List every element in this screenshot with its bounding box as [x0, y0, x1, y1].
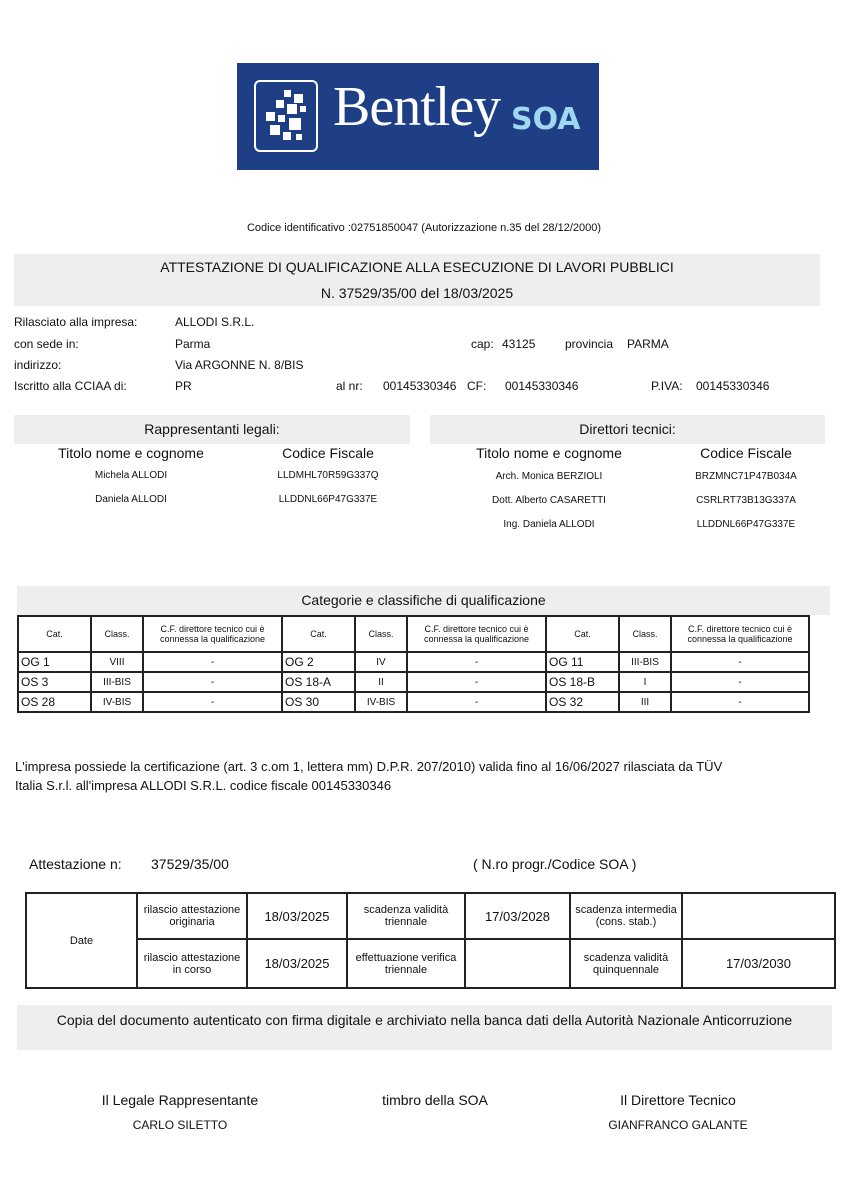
- scadenza-quinquennale-label: scadenza validità quinquennale: [570, 939, 682, 988]
- cf-cell: -: [671, 692, 809, 712]
- legali-title: Rappresentanti legali:: [14, 415, 410, 444]
- header-cf-direttore: C.F. direttore tecnico cui è connessa la qualificazione: [407, 616, 546, 652]
- legale-name: CARLO SILETTO: [132, 1118, 228, 1132]
- class-cell: VIII: [91, 652, 143, 672]
- date-label: Date: [26, 893, 137, 988]
- header-class: Class.: [355, 616, 407, 652]
- direttori-name-2: Dott. Alberto CASARETTI: [492, 495, 606, 506]
- verifica-triennale-label: effettuazione verifica triennale: [347, 939, 465, 988]
- direttori-col-name: Titolo nome e cognome: [476, 445, 622, 461]
- attestazione-label: Attestazione n:: [29, 856, 122, 872]
- rilasciato-value: ALLODI S.R.L.: [175, 315, 255, 329]
- direttori-cf-1: BRZMNC71P47B034A: [695, 471, 797, 482]
- class-cell: III: [619, 692, 671, 712]
- certificazione-line-2: Italia S.r.l. all'impresa ALLODI S.R.L. codice fiscale 00145330346: [15, 778, 392, 793]
- logo-mark-icon: [254, 80, 318, 152]
- table-row: [18, 692, 809, 712]
- title-bar: [14, 254, 820, 306]
- categorie-header-row: [18, 616, 809, 652]
- legali-cf-2: LLDDNL66P47G337E: [278, 494, 378, 505]
- cat-cell: OS 30: [282, 692, 355, 712]
- rilascio-in-corso-label: rilascio attestazione in corso: [137, 939, 247, 988]
- cat-cell: OG 11: [546, 652, 619, 672]
- attestazione-note: ( N.ro progr./Codice SOA ): [473, 856, 637, 872]
- cat-cell: OG 2: [282, 652, 355, 672]
- indirizzo-label: indirizzo:: [14, 358, 62, 372]
- direttori-title: Direttori tecnici:: [430, 415, 825, 444]
- cciaa-label: Iscritto alla CCIAA di:: [14, 379, 127, 393]
- legali-name-1: Michela ALLODI: [94, 470, 168, 481]
- categorie-table: [17, 615, 810, 713]
- header-cf-direttore: C.F. direttore tecnico cui è connessa la qualificazione: [671, 616, 809, 652]
- legali-col-name: Titolo nome e cognome: [58, 445, 204, 461]
- cap-label: cap:: [471, 337, 494, 351]
- alnr-value: 00145330346: [383, 379, 457, 393]
- cat-cell: OS 32: [546, 692, 619, 712]
- code-line: Codice identificativo :02751850047 (Autorizzazione n.35 del 28/12/2000): [246, 222, 602, 234]
- cf-cell: -: [407, 672, 546, 692]
- class-cell: IV-BIS: [355, 692, 407, 712]
- rilasciato-label: Rilasciato alla impresa:: [14, 315, 138, 329]
- bentley-soa-logo: [237, 63, 599, 170]
- categorie-title: Categorie e classifiche di qualificazione: [17, 586, 830, 615]
- document-number: N. 37529/35/00 del 18/03/2025: [320, 285, 514, 301]
- scadenza-triennale-value: 17/03/2028: [465, 893, 570, 939]
- scadenza-intermedia-value: [682, 893, 835, 939]
- dates-row-2: [26, 939, 835, 988]
- legali-col-cf: Codice Fiscale: [282, 445, 374, 461]
- header-cf-direttore: C.F. direttore tecnico cui è connessa la qualificazione: [143, 616, 282, 652]
- piva-label: P.IVA:: [651, 379, 683, 393]
- direttore-name: GIANFRANCO GALANTE: [608, 1118, 748, 1132]
- scadenza-intermedia-label: scadenza intermedia (cons. stab.): [570, 893, 682, 939]
- header-cat: Cat.: [546, 616, 619, 652]
- direttore-title: Il Direttore Tecnico: [620, 1092, 736, 1108]
- cat-cell: OS 18-B: [546, 672, 619, 692]
- header-class: Class.: [619, 616, 671, 652]
- timbro-soa: timbro della SOA: [382, 1092, 488, 1108]
- direttori-cf-3: LLDDNL66P47G337E: [696, 519, 796, 530]
- alnr-label: al nr:: [336, 379, 363, 393]
- provincia-value: PARMA: [627, 337, 669, 351]
- direttori-cf-2: CSRLRT73B13G337A: [696, 495, 796, 506]
- logo-suffix: SOA: [511, 102, 581, 137]
- legali-name-2: Daniela ALLODI: [95, 494, 167, 505]
- sede-label: con sede in:: [14, 337, 79, 351]
- dates-row-1: [26, 893, 835, 939]
- class-cell: III-BIS: [619, 652, 671, 672]
- cat-cell: OS 3: [18, 672, 91, 692]
- cf-label: CF:: [467, 379, 487, 393]
- piva-value: 00145330346: [696, 379, 770, 393]
- direttori-name-3: Ing. Daniela ALLODI: [503, 519, 595, 530]
- dates-table: [25, 892, 836, 989]
- document-title: ATTESTAZIONE DI QUALIFICAZIONE ALLA ESECUZIONE DI LAVORI PUBBLICI: [160, 259, 674, 275]
- header-cat: Cat.: [18, 616, 91, 652]
- legali-cf-1: LLDMHL70R59G337Q: [277, 470, 379, 481]
- class-cell: IV-BIS: [91, 692, 143, 712]
- direttori-name-1: Arch. Monica BERZIOLI: [495, 471, 603, 482]
- cat-cell: OS 18-A: [282, 672, 355, 692]
- sede-value: Parma: [175, 337, 211, 351]
- logo-name: Bentley: [333, 76, 501, 138]
- class-cell: III-BIS: [91, 672, 143, 692]
- cf-cell: -: [671, 652, 809, 672]
- verifica-triennale-value: [465, 939, 570, 988]
- table-row: [18, 652, 809, 672]
- legale-title: Il Legale Rappresentante: [101, 1092, 259, 1108]
- indirizzo-value: Via ARGONNE N. 8/BIS: [175, 358, 304, 372]
- cf-cell: -: [143, 692, 282, 712]
- attestazione-value: 37529/35/00: [151, 856, 229, 872]
- table-row: [18, 672, 809, 692]
- provincia-label: provincia: [565, 337, 614, 351]
- certificazione-line-1: L'impresa possiede la certificazione (art. 3 c.om 1, lettera mm) D.P.R. 207/2010) valida fino al 16/06/2027 rilasciata da TÜV: [15, 759, 723, 774]
- class-cell: I: [619, 672, 671, 692]
- header-class: Class.: [91, 616, 143, 652]
- header-cat: Cat.: [282, 616, 355, 652]
- cf-cell: -: [143, 652, 282, 672]
- rilascio-originaria-label: rilascio attestazione originaria: [137, 893, 247, 939]
- cf-value: 00145330346: [505, 379, 579, 393]
- cf-cell: -: [671, 672, 809, 692]
- cf-cell: -: [407, 692, 546, 712]
- cat-cell: OG 1: [18, 652, 91, 672]
- cap-value: 43125: [502, 337, 536, 351]
- cf-cell: -: [407, 652, 546, 672]
- cat-cell: OS 28: [18, 692, 91, 712]
- class-cell: II: [355, 672, 407, 692]
- direttori-col-cf: Codice Fiscale: [700, 445, 792, 461]
- rilascio-in-corso-value: 18/03/2025: [247, 939, 347, 988]
- scadenza-triennale-label: scadenza validità triennale: [347, 893, 465, 939]
- cciaa-value: PR: [175, 379, 192, 393]
- cf-cell: -: [143, 672, 282, 692]
- rilascio-originaria-value: 18/03/2025: [247, 893, 347, 939]
- scadenza-quinquennale-value: 17/03/2030: [682, 939, 835, 988]
- copia-note: Copia del documento autenticato con firma digitale e archiviato nella banca dati della Autorità Nazionale Anticorruzione: [17, 1005, 832, 1050]
- class-cell: IV: [355, 652, 407, 672]
